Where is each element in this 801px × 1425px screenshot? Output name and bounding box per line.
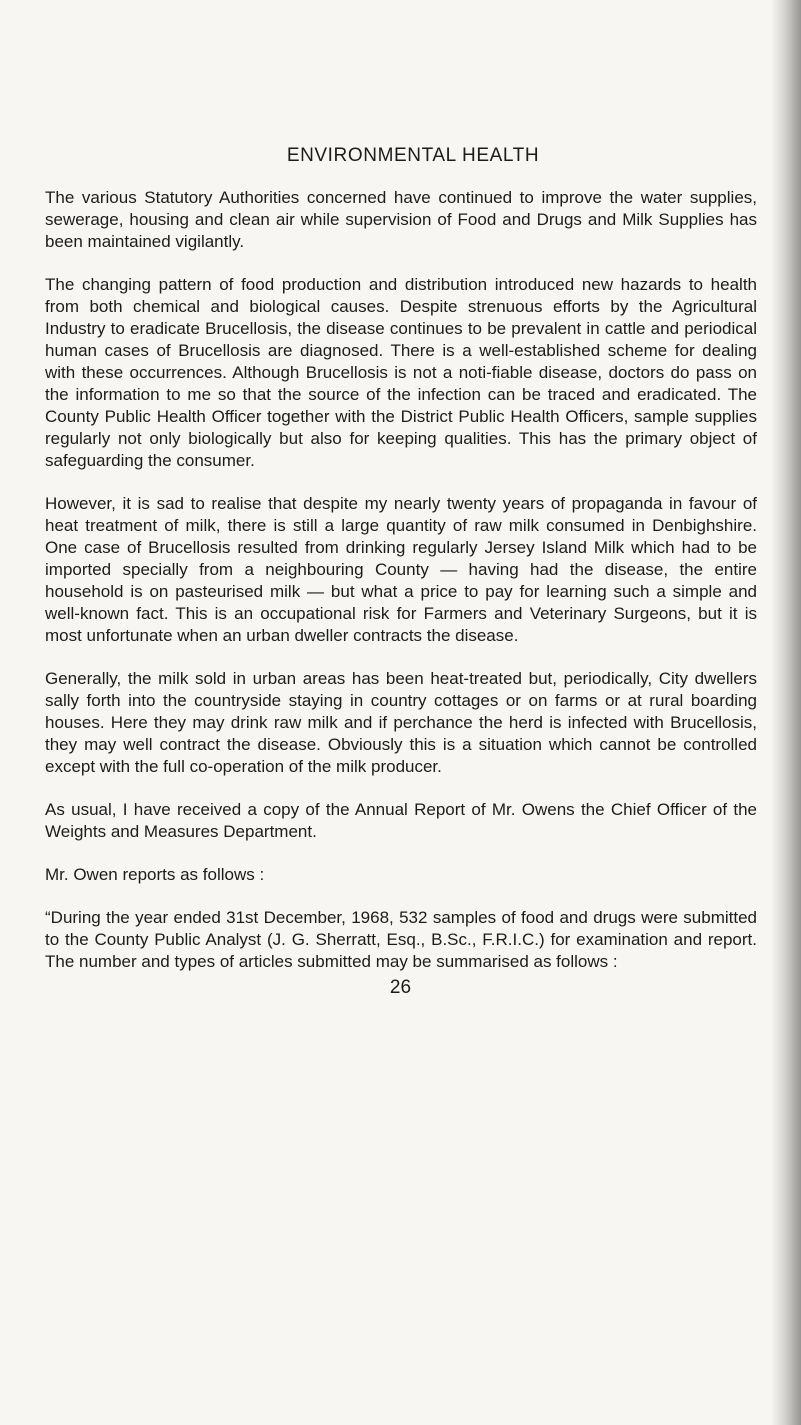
page-edge-shadow xyxy=(771,0,801,1425)
paragraph-food-production: The changing pattern of food production and distribution introduced new hazards to health from both chemical and biological causes. Despite strenuous efforts by the Agricultural Industry to eradicate Brucellosis, the disease continues to be prevalent in cattle and periodical human cases of Brucellosis are diagnosed. There is a well-established scheme for dealing with these occurrences. Although Brucellosis is not a noti-fiable disease, doctors do pass on the information to me so that the source of the infection can be traced and eradicated. The County Public Health Officer together with the District Public Health Officers, sample supplies regularly not only biologically but also for keeping qualities. This has the primary object of safeguarding the consumer. xyxy=(45,275,757,470)
paragraph-samples-summary: “During the year ended 31st December, 1968, 532 samples of food and drugs were submitted to the County Public Analyst (J. G. Sherratt, Esq., B.Sc., F.R.I.C.) for examination and report. The number and types of articles submitted may be summarised as follows : xyxy=(45,908,757,971)
page-number: 26 xyxy=(389,977,412,998)
paragraph-urban-milk: Generally, the milk sold in urban areas has been heat-treated but, periodically, City dwellers sally forth into the countryside staying in country cottages or on farms or at rural boarding houses. Here they may drink raw milk and if perchance the herd is infected with Brucellosis, they may well contract the disease. Obviously this is a situation which cannot be controlled except with the full co-operation of the milk producer. xyxy=(45,669,757,776)
paragraph-statutory-authorities: The various Statutory Authorities concerned have continued to improve the water supplies, sewerage, housing and clean air while supervision of Food and Drugs and Milk Supplies has been maintained vigilantly. xyxy=(45,188,757,251)
paragraph-raw-milk: However, it is sad to realise that despite my nearly twenty years of propaganda in favour of heat treatment of milk, there is still a large quantity of raw milk consumed in Denbighshire. One case of Brucellosis resulted from drinking regularly Jersey Island Milk which had to be imported specially from a neighbouring County — having had the disease, the entire household is on pasteurised milk — but what a price to pay for learning such a simple and well-known fact. This is an occupational risk for Farmers and Veterinary Surgeons, but it is most unfortunate when an urban dweller contracts the disease. xyxy=(45,494,757,645)
paragraph-annual-report: As usual, I have received a copy of the Annual Report of Mr. Owens the Chief Officer of the Weights and Measures Department. xyxy=(45,800,757,841)
document-page xyxy=(45,143,757,994)
page-heading: ENVIRONMENTAL HEALTH xyxy=(286,145,540,166)
paragraph-owen-reports: Mr. Owen reports as follows : xyxy=(45,865,265,884)
